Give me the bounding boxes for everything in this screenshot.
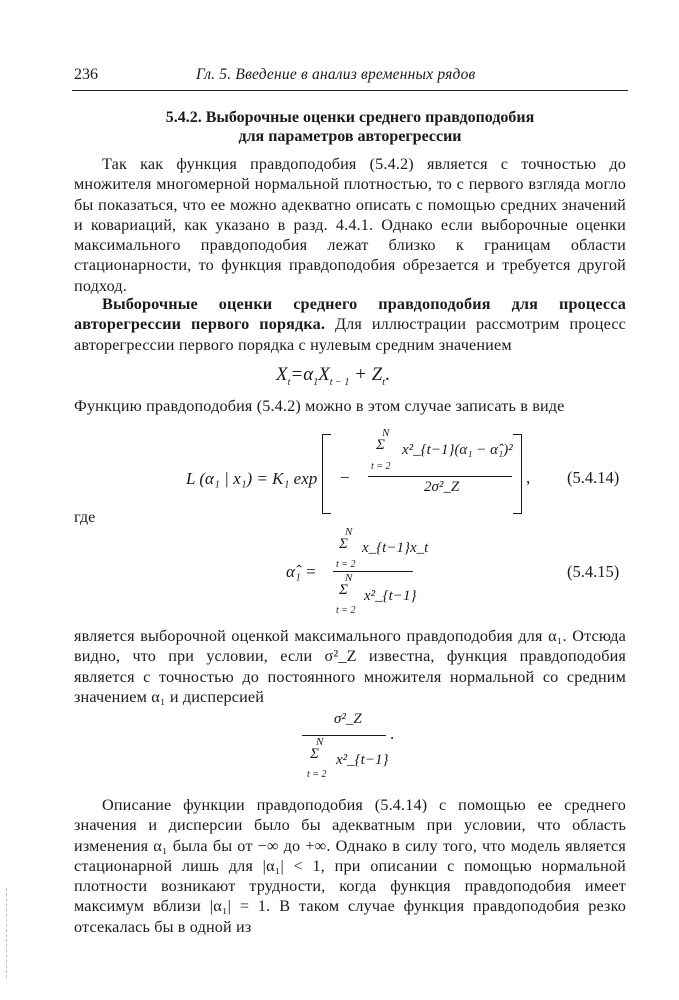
- eq15-bot-n: N: [345, 572, 353, 584]
- eq15-top-n: N: [345, 526, 353, 538]
- eq14-left-bracket: [322, 434, 331, 514]
- page-header: [72, 66, 628, 91]
- page-number: 236: [74, 66, 98, 83]
- eq14-sum-symbol: Σ: [376, 437, 385, 453]
- formula-ar1: $X_t=\alpha_1X_{t - 1} + Z_t$.: [276, 364, 390, 388]
- var-sum-from: t = 2: [307, 769, 327, 780]
- section-title-line-1: 5.4.2. Выборочные оценки среднего правдоподобия: [165, 109, 535, 126]
- var-numerator: σ²_Z: [334, 711, 362, 727]
- eq15-top-from: t = 2: [336, 559, 356, 570]
- eq14-number: (5.4.14): [567, 468, 620, 487]
- margin-scan-marks: [6, 888, 9, 978]
- paragraph-estimate: является выборочной оценкой максимального правдоподобия для α₁. Отсюда видно, что при условии, если σ²_Z известна, функция правдоподобия является с точностью до постоянного множителя нормальной со средним значением α₁ и дисперсией: [74, 627, 626, 706]
- paragraph-intro: Так как функция правдоподобия (5.4.2) является с точностью до множителя многомерной нормальной плотностью, то с первого взгляда могло бы показаться, что ее можно адекватно описать с помощью средних значений и ковариаций, как указано в разд. 4.4.1. Однако если выборочные оценки максимального правдоподобия лежат близко к границам области стационарности, то функция правдоподобия обрезается и требуется другой подход.: [74, 155, 626, 295]
- eq15-lhs: α̂₁ =: [286, 562, 317, 581]
- var-fraction-bar: [302, 735, 386, 736]
- var-sum-n: N: [316, 736, 324, 748]
- paragraph-ar1-heading: Выборочные оценки среднего правдоподобия для процесса авторегрессии первого порядка. Для иллюстрации рассмотрим процесс авторегрессии первого порядка с нулевым средним значением: [74, 295, 626, 354]
- eq14-lhs: L (α₁ | x₁) = K₁ exp: [186, 469, 318, 488]
- word-where: где: [74, 508, 96, 526]
- var-sum-symbol: Σ: [310, 746, 319, 762]
- eq14-minus: −: [340, 468, 350, 487]
- var-term: x²_{t−1}: [336, 752, 389, 768]
- paragraph-description: Описание функции правдоподобия (5.4.14) с помощью ее среднего значения и дисперсии было бы адекватным при условии, что область изменения α₁ была бы от −∞ до +∞. Однако в силу того, что модель является стационарной лишь для |α₁| < 1, при описании с помощью нормальной плотности возникают трудности, когда функция правдоподобия имеет максимум вблизи |α₁| = 1. В таком случае функция правдоподобия резко отсекалась бы в одной из: [74, 796, 626, 936]
- running-title: Гл. 5. Введение в анализ временных рядов: [196, 66, 476, 83]
- eq15-bot-term: x²_{t−1}: [364, 588, 417, 604]
- eq15-bot-from: t = 2: [336, 605, 356, 616]
- eq15-top-sum: Σ: [339, 536, 348, 552]
- section-title: [72, 108, 628, 146]
- eq14-comma: ,: [526, 468, 531, 487]
- eq15-bot-sum: Σ: [339, 582, 348, 598]
- eq14-sum-top: N: [382, 427, 390, 439]
- var-period: .: [390, 724, 395, 743]
- eq14-denominator: 2σ²_Z: [424, 479, 460, 495]
- eq14-sum-bottom: t = 2: [371, 461, 391, 472]
- paragraph-likelihood-form: Функцию правдоподобия (5.4.2) можно в этом случае записать в виде: [74, 397, 565, 415]
- eq15-number: (5.4.15): [567, 562, 620, 581]
- eq14-numerator: x²_{t−1}(α₁ − α̂₁)²: [402, 442, 513, 458]
- eq14-right-bracket: [513, 434, 522, 514]
- eq15-top-term: x_{t−1}x_t: [362, 540, 429, 556]
- paragraph-bold-lead: Выборочные оценки среднего правдоподобия для процесса авторегрессии первого порядка.: [74, 295, 626, 334]
- section-title-line-2: для параметров авторегрессии: [238, 128, 462, 145]
- eq14-fraction-bar: [368, 476, 512, 477]
